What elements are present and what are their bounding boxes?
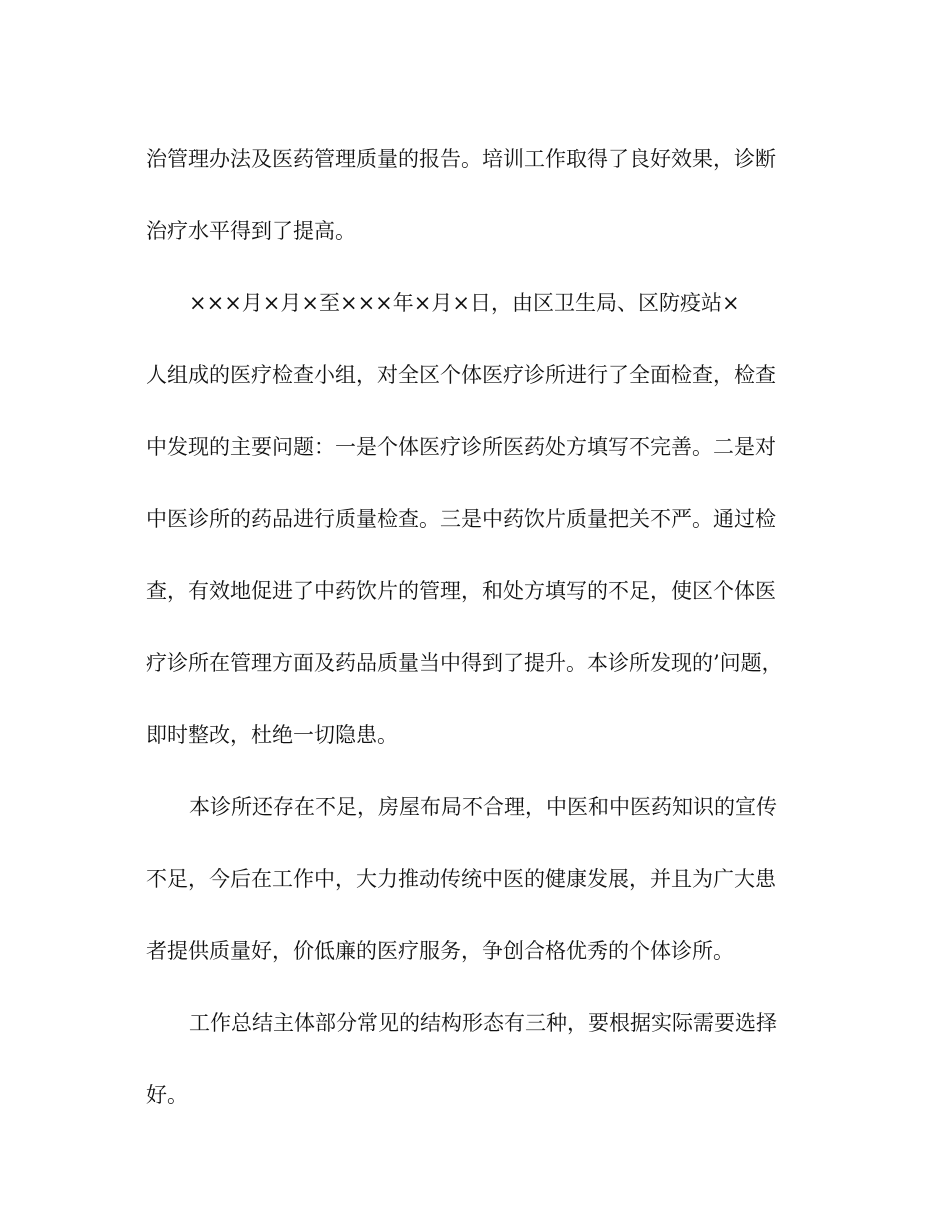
text-line: 不足，今后在工作中，大力推动传统中医的健康发展，并且为广大患 (146, 867, 776, 891)
text-line: 即时整改，杜绝一切隐患。 (146, 723, 398, 747)
text-line: 好。 (146, 1083, 188, 1107)
text-line: 中发现的主要问题：一是个体医疗诊所医药处方填写不完善。二是对 (146, 435, 776, 459)
text-line: 人组成的医疗检查小组，对全区个体医疗诊所进行了全面检查，检查 (146, 363, 776, 387)
text-line: 治管理办法及医药管理质量的报告。培训工作取得了良好效果，诊断 (146, 147, 776, 171)
text-line: 者提供质量好，价低廉的医疗服务，争创合格优秀的个体诊所。 (146, 939, 734, 963)
text-line: 治疗水平得到了提高。 (146, 219, 356, 243)
text-line: 查，有效地促进了中药饮片的管理，和处方填写的不足，使区个体医 (146, 579, 776, 603)
text-line: 中医诊所的药品进行质量检查。三是中药饮片质量把关不严。通过检 (146, 507, 776, 531)
text-line: 疗诊所在管理方面及药品质量当中得到了提升。本诊所发现的’问题， (146, 651, 783, 675)
paragraph-start-line: ×××月×月×至×××年×月×日，由区卫生局、区防疫站× (189, 291, 740, 315)
paragraph-start-line: 工作总结主体部分常见的结构形态有三种，要根据实际需要选择 (189, 1011, 777, 1035)
paragraph-start-line: 本诊所还存在不足，房屋布局不合理，中医和中医药知识的宣传 (189, 795, 777, 819)
